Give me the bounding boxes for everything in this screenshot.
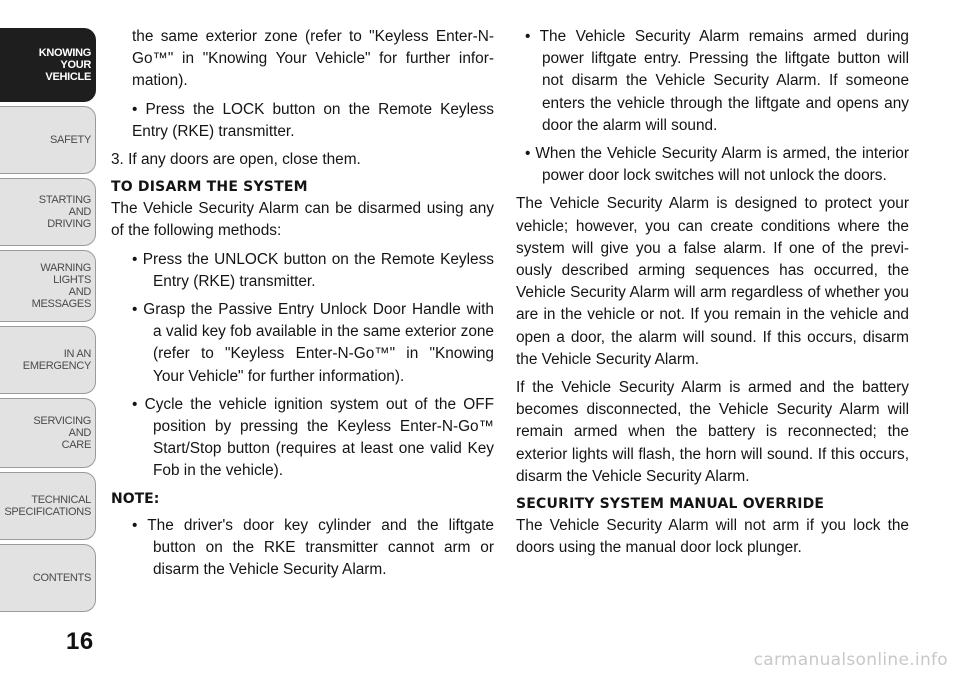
- tab-servicing-and-care[interactable]: SERVICING AND CARE: [0, 398, 96, 468]
- continued-text: the same exterior zone (refer to "Keyless Enter-N-Go™" in "Knowing Your Vehicle" for further infor-mation).: [132, 28, 494, 90]
- disarm-bullet: • Grasp the Passive Entry Unlock Door Handle with a valid key fob available in the same exterior zone (refer to "Keyless Enter-N-Go™" in "Knowing Your Vehicle" for further information).: [132, 301, 494, 385]
- battery-paragraph: If the Vehicle Security Alarm is armed and the battery becomes disconnected, the Vehicle Security Alarm will remain armed when the battery is reconnected; the exterior lights will flash, the horn will sound. If this occurs, disarm the Vehicle Security Alarm.: [516, 379, 909, 485]
- disarm-intro: The Vehicle Security Alarm can be disarmed using any of the following methods:: [111, 200, 494, 240]
- watermark: carmanualsonline.info: [753, 650, 948, 670]
- tab-in-an-emergency[interactable]: IN AN EMERGENCY: [0, 326, 96, 394]
- disarm-bullet: • Cycle the vehicle ignition system out of the OFF position by pressing the Keyless Enter-N-Go™ Start/Stop button (requires at least one valid Key Fob in the vehicle).: [132, 395, 494, 480]
- tab-safety[interactable]: SAFETY: [0, 106, 96, 174]
- disarm-heading: TO DISARM THE SYSTEM: [111, 179, 308, 196]
- tab-starting-and-driving[interactable]: STARTING AND DRIVING: [0, 178, 96, 246]
- tab-technical-specifications[interactable]: TECHNICAL SPECIFICATIONS: [0, 472, 96, 540]
- alarm-bullet: • When the Vehicle Security Alarm is armed, the interior power door lock switches will not unlock the doors.: [525, 145, 909, 185]
- left-column: [111, 26, 494, 587]
- override-heading: SECURITY SYSTEM MANUAL OVERRIDE: [516, 496, 825, 513]
- tab-contents[interactable]: CONTENTS: [0, 544, 96, 612]
- lock-sub-bullet: • Press the LOCK button on the Remote Keyless Entry (RKE) transmitter.: [132, 100, 494, 140]
- false-alarm-paragraph: The Vehicle Security Alarm is designed to protect your vehicle; however, you can create conditions where the system will give you a false alarm. If one of the previ-ously described arming sequences has occurred, the Vehicle Security Alarm will arm regardless of whether you are in the vehicle or not. If you remain in the vehicle and open a door, the alarm will sound. If this occurs, disarm the Vehicle Security Alarm.: [516, 195, 909, 368]
- page-number: 16: [66, 628, 94, 655]
- disarm-bullet: • Press the UNLOCK button on the Remote Keyless Entry (RKE) transmitter.: [132, 250, 494, 290]
- right-column: [516, 26, 909, 565]
- note-bullet: • The driver's door key cylinder and the liftgate button on the RKE transmitter cannot arm or disarm the Vehicle Security Alarm.: [132, 516, 494, 579]
- tab-knowing-your-vehicle[interactable]: KNOWING YOUR VEHICLE: [0, 28, 96, 102]
- step-3: 3. If any doors are open, close them.: [111, 151, 361, 169]
- alarm-bullet: • The Vehicle Security Alarm remains armed during power liftgate entry. Pressing the liftgate button will not disarm the Vehicle Security Alarm. If someone enters the vehicle through the liftgate and opens any door the alarm will sound.: [525, 28, 909, 134]
- tab-warning-lights-and-messages[interactable]: WARNING LIGHTS AND MESSAGES: [0, 250, 96, 322]
- override-text: The Vehicle Security Alarm will not arm if you lock the doors using the manual door lock plunger.: [516, 517, 909, 557]
- note-heading: NOTE:: [111, 490, 160, 507]
